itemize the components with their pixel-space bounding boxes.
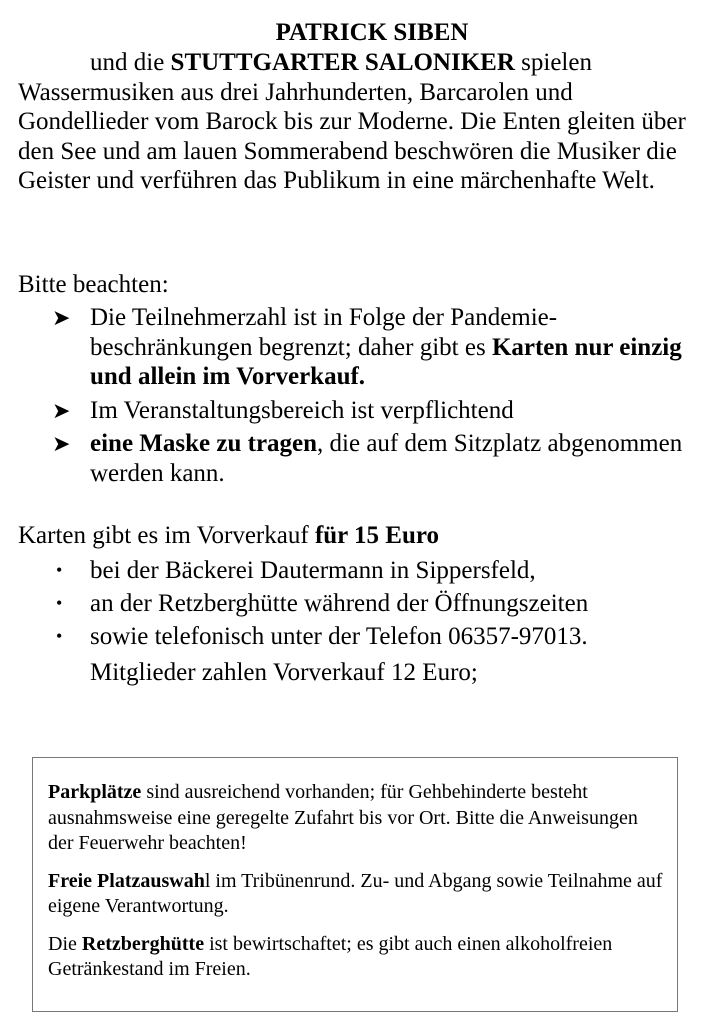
catering-text: ist bewirtschaftet; es gibt auch einen alkoholfreien Getränkestand im Freien. [48, 932, 613, 980]
ticket-outlet-item [0, 589, 710, 618]
parking-text: sind ausreichend vorhanden; für Gehbehinderte besteht ausnahmsweise eine geregelte Zufahrt bis vor Ort. Bitte die Anweisungen der Feuerwehr beachten! [48, 781, 638, 854]
seating-text: l im Tribünenrund. Zu- und Abgang sowie Teilnahme auf eigene Verantwortung. [48, 869, 663, 917]
catering-label: Retzberghütte [81, 932, 205, 955]
notice-item [0, 303, 710, 392]
intro-prefix: und die [90, 49, 171, 76]
notice-item-bold: eine Maske zu tragen [90, 430, 318, 457]
tickets-heading-text: Karten gibt es im Vorverkauf [18, 522, 315, 549]
tickets-heading [18, 521, 439, 551]
members-price: Mitglieder zahlen Vorverkauf 12 Euro; [90, 659, 478, 686]
notice-item-bold: Karten nur einzig und allein im Vorverkauf. [90, 333, 682, 390]
parking-info [48, 780, 663, 857]
notice-item-text: Im Veranstaltungsbereich ist verpflichtend [90, 396, 514, 424]
ticket-outlet-item [0, 556, 710, 585]
info-box [32, 757, 678, 1012]
notice-item [0, 396, 710, 426]
ensemble-name: STUTTGARTER SALONIKER [170, 49, 515, 76]
ticket-price: für 15 Euro [314, 522, 440, 549]
seating-info [48, 869, 663, 920]
notice-item-text: Die Teilnehmerzahl ist in Folge der Pandemie-beschränkungen begrenzt; daher gibt es [90, 304, 558, 361]
ticket-outlet-text: bei der Bäckerei Dautermann in Sippersfeld, [90, 557, 536, 584]
dot-bullet-icon: • [56, 593, 63, 613]
notice-heading: Bitte beachten: [18, 271, 169, 298]
ticket-outlet-item [0, 622, 710, 651]
arrow-bullet-icon: ➤ [52, 305, 71, 330]
seating-label: Freie Platzauswah [48, 869, 205, 892]
dot-bullet-icon: • [56, 560, 63, 580]
dot-bullet-icon: • [56, 626, 63, 646]
catering-prefix: Die [48, 932, 82, 955]
arrow-bullet-icon: ➤ [52, 397, 71, 423]
notice-list [0, 303, 712, 492]
page-title: PATRICK SIBEN [275, 19, 469, 46]
notice-item [0, 429, 710, 488]
ticket-outlet-text: an der Retzberghütte während der Öffnungszeiten [90, 590, 589, 617]
tickets-list [0, 556, 712, 655]
arrow-bullet-icon: ➤ [52, 431, 71, 456]
parking-label: Parkplätze [48, 781, 142, 803]
intro-text: spielen Wassermusiken aus drei Jahrhunderten, Barcarolen und Gondellieder vom Barock bis zur Moderne. Die Enten gleiten über den See und am lauen Sommerabend beschwören die Musiker die Geister und verführen das Publikum in eine märchenhafte Welt. [18, 49, 686, 194]
catering-info [48, 932, 663, 983]
intro-paragraph [18, 48, 708, 196]
notice-item-after: , die auf dem Sitzplatz abgenommen werden kann. [90, 430, 683, 487]
ticket-outlet-text: sowie telefonisch unter der Telefon 06357-97013. [90, 623, 588, 650]
